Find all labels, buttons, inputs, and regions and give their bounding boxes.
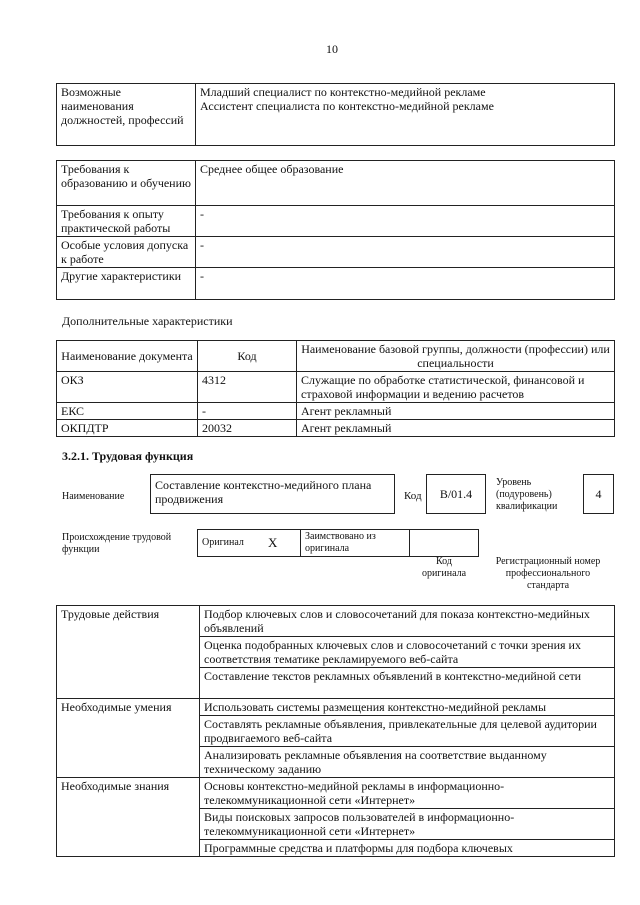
details-item: Составлять рекламные объявления, привлекательные для целевой аудитории продвигаемого веб-сайта <box>200 716 615 747</box>
origin-code-cell <box>410 530 479 557</box>
details-label: Необходимые знания <box>57 778 200 857</box>
origin-label: Происхождение трудовой функции <box>62 532 172 555</box>
origin-original-label: Оригинал <box>198 530 265 557</box>
requirement-value: - <box>196 237 615 268</box>
function-code-value: В/01.4 <box>426 474 486 514</box>
additional-header: Наименование документа <box>57 341 198 372</box>
position-value: Младший специалист по контекстно-медийной рекламе <box>200 85 486 99</box>
details-label: Трудовые действия <box>57 606 200 699</box>
additional-title: Дополнительные характеристики <box>62 314 233 328</box>
positions-values <box>196 84 615 146</box>
requirement-value: - <box>196 268 615 300</box>
function-name-label: Наименование <box>62 491 125 502</box>
origin-borrowed-label: Заимствовано из оригинала <box>301 530 410 557</box>
additional-cell: ОКПДТР <box>57 420 198 437</box>
function-level-value: 4 <box>583 474 614 514</box>
origin-reg-caption: Регистрационный номер профессионального стандарта <box>495 556 601 591</box>
details-item: Оценка подобранных ключевых слов и словосочетаний с точки зрения их соответствия тематике рекламируемого веб-сайта <box>200 637 615 668</box>
additional-cell: ОКЗ <box>57 372 198 403</box>
additional-cell: 20032 <box>198 420 297 437</box>
details-label: Необходимые умения <box>57 699 200 778</box>
details-item: Виды поисковых запросов пользователей в информационно-телекоммуникационной сети «Интернет» <box>200 809 615 840</box>
function-code-label: Код <box>404 490 422 502</box>
function-name-value: Составление контекстно-медийного плана продвижения <box>150 474 395 514</box>
requirement-value: Среднее общее образование <box>196 161 615 206</box>
origin-original-mark: X <box>264 530 301 557</box>
position-value: Ассистент специалиста по контекстно-медийной рекламе <box>200 99 494 113</box>
function-level-label: Уровень (подуровень) квалификации <box>496 477 558 512</box>
details-item: Подбор ключевых слов и словосочетаний для показа контекстно-медийных объявлений <box>200 606 615 637</box>
details-item: Основы контекстно-медийной рекламы в информационно-телекоммуникационной сети «Интернет» <box>200 778 615 809</box>
page-number: 10 <box>326 42 338 56</box>
requirement-label: Особые условия допуска к работе <box>57 237 196 268</box>
additional-cell: ЕКС <box>57 403 198 420</box>
requirement-label: Требования к опыту практической работы <box>57 206 196 237</box>
additional-cell: 4312 <box>198 372 297 403</box>
requirement-value: - <box>196 206 615 237</box>
details-item: Составление текстов рекламных объявлений в контекстно-медийной сети <box>200 668 615 699</box>
additional-header: Код <box>198 341 297 372</box>
requirements-table <box>56 160 615 300</box>
origin-table <box>197 529 617 557</box>
additional-cell: - <box>198 403 297 420</box>
positions-label: Возможные наименования должностей, профессий <box>57 84 196 146</box>
additional-cell: Служащие по обработке статистической, финансовой и страховой информации и ведению расчетов <box>297 372 615 403</box>
details-item: Использовать системы размещения контекстно-медийной рекламы <box>200 699 615 716</box>
additional-cell: Агент рекламный <box>297 403 615 420</box>
origin-code-caption: Код оригинала <box>421 556 467 579</box>
additional-table <box>56 340 615 437</box>
function-heading: 3.2.1. Трудовая функция <box>62 449 194 463</box>
details-table <box>56 605 615 857</box>
details-item: Программные средства и платформы для подбора ключевых <box>200 840 615 857</box>
requirement-label: Требования к образованию и обучению <box>57 161 196 206</box>
positions-table <box>56 83 615 146</box>
details-item: Анализировать рекламные объявления на соответствие выданному техническому заданию <box>200 747 615 778</box>
additional-header: Наименование базовой группы, должности (профессии) или специальности <box>297 341 615 372</box>
requirement-label: Другие характеристики <box>57 268 196 300</box>
origin-reg-cell <box>479 530 618 557</box>
additional-cell: Агент рекламный <box>297 420 615 437</box>
